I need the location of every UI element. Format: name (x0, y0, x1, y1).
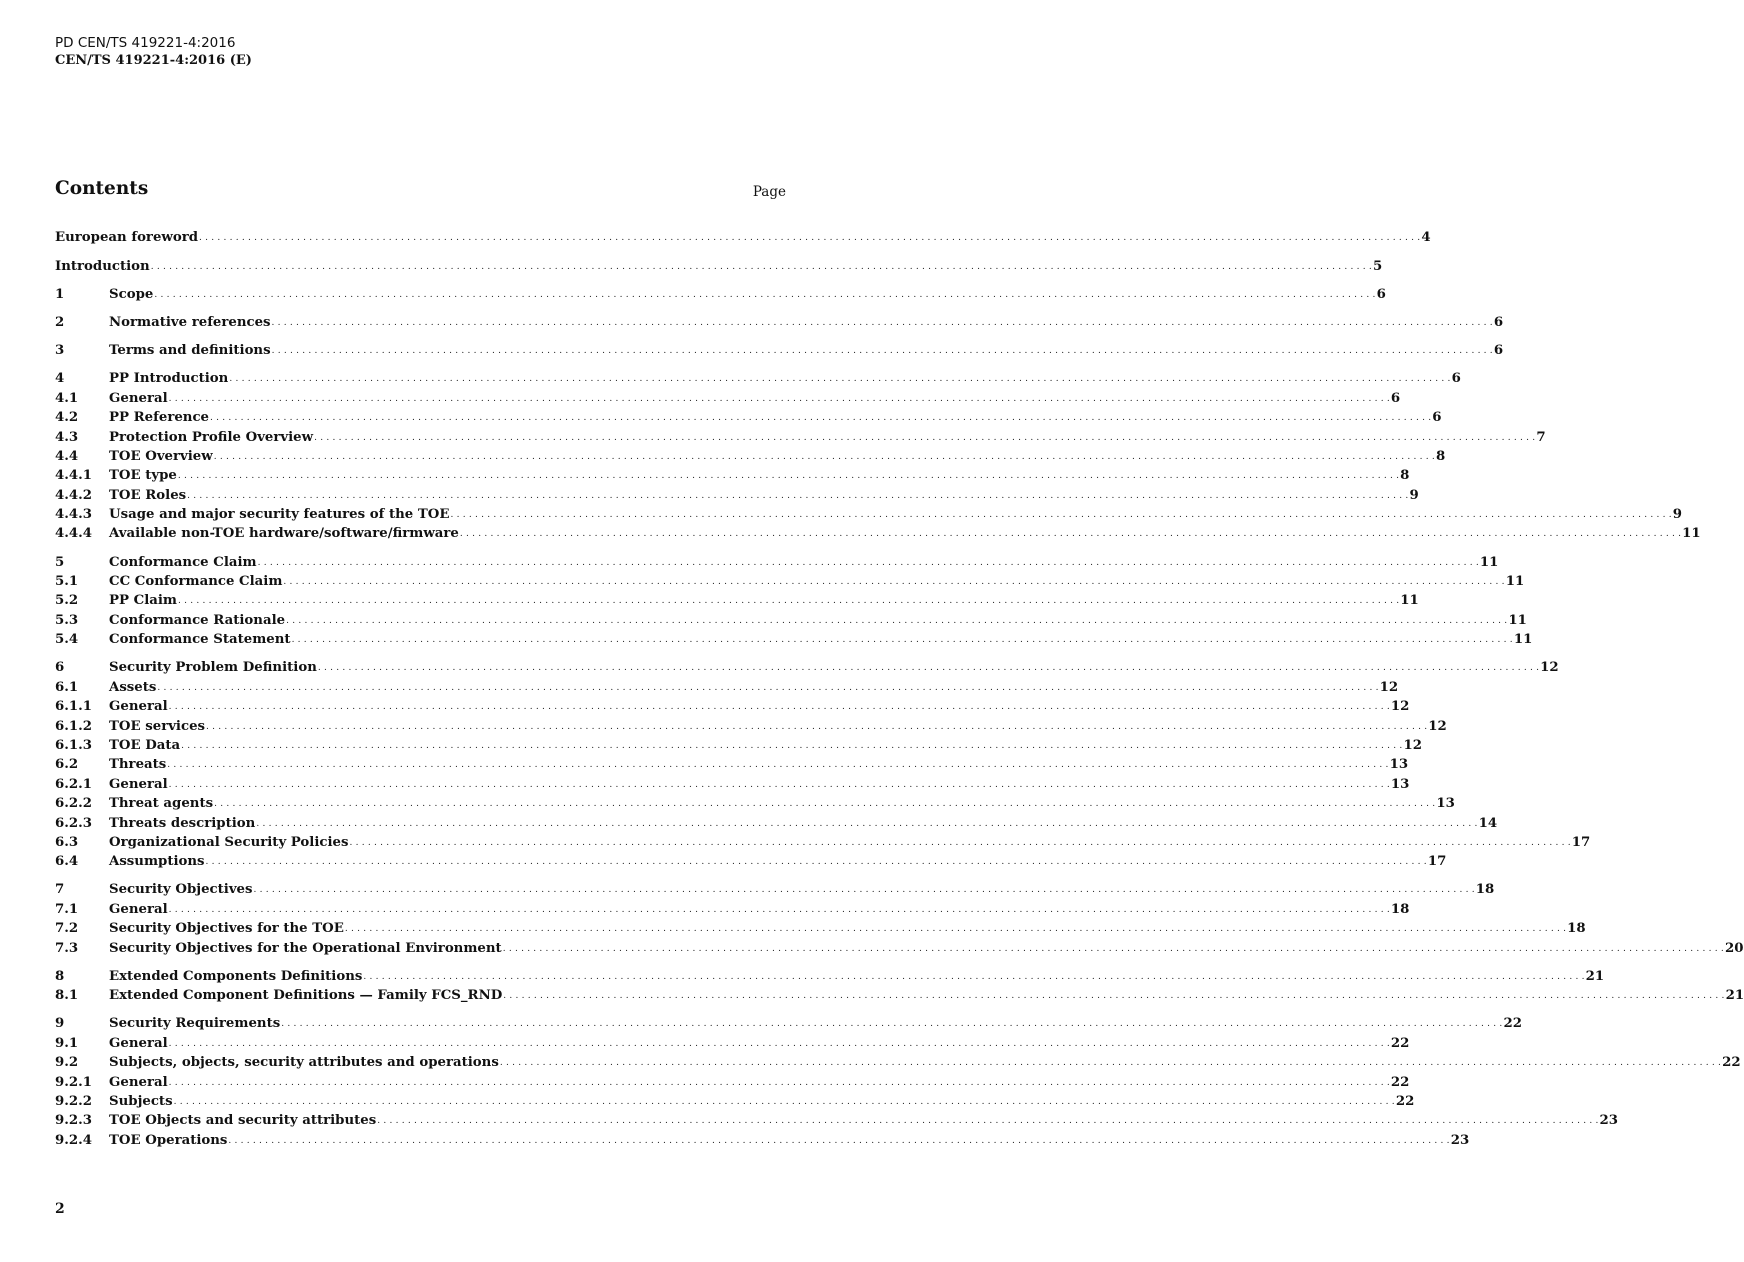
toc-entry[interactable] (55, 1031, 1410, 1051)
toc-dot-leader: . . . . . . . . . . . . . . . . . . . . . . . . . . . . . . . . . . . . . . . . . . . . . . . . . . . . . . . . . . . . . . . . . . . . . . . . . . . . . . . . . . . . . . . . . . . . . . . . . . . . . . . . . . . . . . . . . . . . . . . . . . . . . . . . . . . . . . . . . . . . . . . . . . . . . . . . . . . . . . . . . . . . . . . . . . . . . . . . . . . . . . . . . . . . . . . . . . . . . . . . (168, 702, 1390, 713)
toc-entry-number: 4.4 (55, 448, 79, 464)
toc-entry-label: Protection Profile Overview (109, 429, 314, 445)
toc-dot-leader: . . . . . . . . . . . . . . . . . . . . . . . . . . . . . . . . . . . . . . . . . . . . . . . . . . . . . . . . . . . . . . . . . . . . . . . . . . . . . . . . . . . . . . . . . . . . . . . . . . . . . . . . . . . . . . . . . . . . . . . . . . . . . . . . . . . . . . . . . . . . . . . . . . . . . . . . . . . . . . . . . . . . . . . . . . . . . . . . . . . . . . . . . . . . . . . . . . . . . . . . (257, 557, 1479, 568)
toc-dot-leader: . . . . . . . . . . . . . . . . . . . . . . . . . . . . . . . . . . . . . . . . . . . . . . . . . . . . . . . . . . . . . . . . . . . . . . . . . . . . . . . . . . . . . . . . . . . . . . . . . . . . . . . . . . . . . . . . . . . . . . . . . . . . . . . . . . . . . . . . . . . . . . . . . . . . . . . . . . . . . . . . . . . . . . . . . . . . . . . . . . . . . . . . . . . . . . . . . . . . . . . . (317, 663, 1540, 674)
toc-entry-label: Terms and definitions (109, 343, 271, 359)
toc-entry-label: General (109, 699, 168, 715)
table-of-contents (55, 226, 1744, 1148)
toc-dot-leader: . . . . . . . . . . . . . . . . . . . . . . . . . . . . . . . . . . . . . . . . . . . . . . . . . . . . . . . . . . . . . . . . . . . . . . . . . . . . . . . . . . . . . . . . . . . . . . . . . . . . . . . . . . . . . . . . . . . . . . . . . . . . . . . . . . . . . . . . . . . . . . . . . . . . . . . . . . . . . . . . . . . . . . . . . . . . . . . . . . . . . . . . . . . . . . . . . . . . . . . . (178, 596, 1400, 607)
toc-entry[interactable] (55, 406, 1442, 426)
toc-entry[interactable] (55, 753, 1409, 773)
toc-entry-label: Conformance Statement (109, 632, 291, 648)
toc-entry-number: 7 (55, 882, 65, 898)
toc-dot-leader: . . . . . . . . . . . . . . . . . . . . . . . . . . . . . . . . . . . . . . . . . . . . . . . . . . . . . . . . . . . . . . . . . . . . . . . . . . . . . . . . . . . . . . . . . . . . . . . . . . . . . . . . . . . . . . . . . . . . . . . . . . . . . . . . . . . . . . . . . . . . . . . . . . . . . . . . . . . . . . . . . . . . . . . . . . . . . . . . . . . . . . . . . . . . . . . . . . . . . . . . (363, 971, 1585, 982)
toc-entry-page: 12 (1403, 737, 1422, 753)
toc-dot-leader: . . . . . . . . . . . . . . . . . . . . . . . . . . . . . . . . . . . . . . . . . . . . . . . . . . . . . . . . . . . . . . . . . . . . . . . . . . . . . . . . . . . . . . . . . . . . . . . . . . . . . . . . . . . . . . . . . . . . . . . . . . . . . . . . . . . . . . . . . . . . . . . . . . . . . . . . . . . . . . . . . . . . . . . . . . . . . . . . . . . . . . . . . . . . . . . . . . . . . . . . (168, 1038, 1390, 1049)
toc-entry-page: 12 (1390, 699, 1410, 715)
toc-entry-number: 4.3 (55, 429, 79, 445)
toc-entry-number: 5.2 (55, 593, 79, 609)
toc-dot-leader: . . . . . . . . . . . . . . . . . . . . . . . . . . . . . . . . . . . . . . . . . . . . . . . . . . . . . . . . . . . . . . . . . . . . . . . . . . . . . . . . . . . . . . . . . . . . . . . . . . . . . . . . . . . . . . . . . . . . . . . . . . . . . . . . . . . . . . . . . . . . . . . . . . . . . . . . . . . . . . . . . . . . . . . . . . . . . . . . . . . . . . . . . . . . . . . . . . . . . . . . (199, 233, 1421, 244)
toc-entry-number: 6.2.3 (55, 815, 93, 831)
toc-dot-leader: . . . . . . . . . . . . . . . . . . . . . . . . . . . . . . . . . . . . . . . . . . . . . . . . . . . . . . . . . . . . . . . . . . . . . . . . . . . . . . . . . . . . . . . . . . . . . . . . . . . . . . . . . . . . . . . . . . . . . . . . . . . . . . . . . . . . . . . . . . . . . . . . . . . . . . . . . . . . . . . . . . . . . . . . . . . . . . . . . . . . . . . . . . . . . . . . . . . . . . . . (173, 1096, 1395, 1107)
toc-entry-page: 14 (1478, 815, 1498, 831)
toc-entry-label: Assets (109, 679, 157, 695)
toc-entry[interactable] (55, 897, 1410, 917)
toc-dot-leader: . . . . . . . . . . . . . . . . . . . . . . . . . . . . . . . . . . . . . . . . . . . . . . . . . . . . . . . . . . . . . . . . . . . . . . . . . . . . . . . . . . . . . . . . . . . . . . . . . . . . . . . . . . . . . . . . . . . . . . . . . . . . . . . . . . . . . . . . . . . . . . . . . . . . . . . . . . . . . . . . . . . . . . . . . . . . . . . . . . . . . . . . . . . . . . . . . . . . . . . . (229, 374, 1451, 385)
toc-entry[interactable] (55, 386, 1401, 406)
toc-entry-number: 1 (55, 286, 65, 302)
toc-entry[interactable] (55, 714, 1447, 734)
toc-entry[interactable] (55, 695, 1410, 715)
toc-entry[interactable] (55, 917, 1586, 937)
toc-entry-page: 18 (1567, 921, 1586, 937)
toc-entry-number: 4.4.2 (55, 487, 93, 503)
toc-entry-page: 17 (1427, 854, 1447, 870)
toc-entry-label: TOE Roles (109, 487, 187, 503)
toc-entry-number: 6.1.1 (55, 699, 93, 715)
toc-entry-label: Normative references (109, 314, 271, 330)
toc-entry[interactable] (55, 464, 1410, 484)
toc-entry-label: Subjects (109, 1093, 173, 1109)
toc-entry-number: 2 (55, 314, 65, 330)
toc-entry-number: 9.2.1 (55, 1074, 93, 1090)
toc-entry-page: 6 (1432, 410, 1442, 426)
toc-entry[interactable] (55, 628, 1533, 648)
toc-entry-number: 6.2 (55, 757, 79, 773)
page-column-label: Page (752, 184, 786, 200)
toc-dot-leader: . . . . . . . . . . . . . . . . . . . . . . . . . . . . . . . . . . . . . . . . . . . . . . . . . . . . . . . . . . . . . . . . . . . . . . . . . . . . . . . . . . . . . . . . . . . . . . . . . . . . . . . . . . . . . . . . . . . . . . . . . . . . . . . . . . . . . . . . . . . . . . . . . . . . . . . . . . . . . . . . . . . . . . . . . . . . . . . . . . . . . . . . . . . . . . . . . . . . . . . . (157, 682, 1379, 693)
toc-entry-number: 6.1.3 (55, 737, 93, 753)
toc-dot-leader: . . . . . . . . . . . . . . . . . . . . . . . . . . . . . . . . . . . . . . . . . . . . . . . . . . . . . . . . . . . . . . . . . . . . . . . . . . . . . . . . . . . . . . . . . . . . . . . . . . . . . . . . . . . . . . . . . . . . . . . . . . . . . . . . . . . . . . . . . . . . . . . . . . . . . . . . . . . . . . . . . . . . . . . . . . . . . . . . . . . . . . . . . . . . . . . . . . . . . . . . (213, 451, 1435, 462)
toc-dot-leader: . . . . . . . . . . . . . . . . . . . . . . . . . . . . . . . . . . . . . . . . . . . . . . . . . . . . . . . . . . . . . . . . . . . . . . . . . . . . . . . . . . . . . . . . . . . . . . . . . . . . . . . . . . . . . . . . . . . . . . . . . . . . . . . . . . . . . . . . . . . . . . . . . . . . . . . . . . . . . . . . . . . . . . . . . . . . . . . . . . . . . . . . . . . . . . . . . . . . . . . . (168, 779, 1390, 790)
toc-entry-label: Subjects, objects, security attributes and operations (109, 1055, 499, 1071)
toc-entry-page: 12 (1428, 718, 1447, 734)
toc-entry-label: European foreword (55, 230, 199, 246)
toc-dot-leader: . . . . . . . . . . . . . . . . . . . . . . . . . . . . . . . . . . . . . . . . . . . . . . . . . . . . . . . . . . . . . . . . . . . . . . . . . . . . . . . . . . . . . . . . . . . . . . . . . . . . . . . . . . . . . . . . . . . . . . . . . . . . . . . . . . . . . . . . . . . . . . . . . . . . . . . . . . . . . . . . . . . . . . . . . . . . . . . . . . . . . . . . . . . . . . . . . . . . . . . . (283, 577, 1505, 588)
toc-entry-page: 8 (1435, 448, 1446, 464)
toc-entry-page: 13 (1436, 796, 1455, 812)
toc-entry-page: 22 (1395, 1093, 1415, 1109)
toc-entry-number: 6 (55, 660, 65, 676)
toc-dot-leader: . . . . . . . . . . . . . . . . . . . . . . . . . . . . . . . . . . . . . . . . . . . . . . . . . . . . . . . . . . . . . . . . . . . . . . . . . . . . . . . . . . . . . . . . . . . . . . . . . . . . . . . . . . . . . . . . . . . . . . . . . . . . . . . . . . . . . . . . . . . . . . . . . . . . . . . . . . . . . . . . . . . . . . . . . . . . . . . . . . . . . . . . . . . . . . . . . . . . . . . . (291, 635, 1513, 646)
toc-entry-page: 11 (1682, 526, 1701, 542)
toc-entry[interactable] (55, 1051, 1741, 1071)
toc-entry-label: Security Objectives for the Operational Environment (109, 940, 502, 956)
toc-dot-leader: . . . . . . . . . . . . . . . . . . . . . . . . . . . . . . . . . . . . . . . . . . . . . . . . . . . . . . . . . . . . . . . . . . . . . . . . . . . . . . . . . . . . . . . . . . . . . . . . . . . . . . . . . . . . . . . . . . . . . . . . . . . . . . . . . . . . . . . . . . . . . . . . . . . . . . . . . . . . . . . . . . . . . . . . . . . . . . . . . . . . . . . . . . . . . . . . . . . . . . . . (150, 261, 1372, 272)
toc-dot-leader: . . . . . . . . . . . . . . . . . . . . . . . . . . . . . . . . . . . . . . . . . . . . . . . . . . . . . . . . . . . . . . . . . . . . . . . . . . . . . . . . . . . . . . . . . . . . . . . . . . . . . . . . . . . . . . . . . . . . . . . . . . . . . . . . . . . . . . . . . . . . . . . . . . . . . . . . . . . . . . . . . . . . . . . . . . . . . . . . . . . . . . . . . . . . . . . . . . . . . . . . (228, 1135, 1450, 1146)
toc-entry-number: 6.3 (55, 834, 79, 850)
toc-entry-label: Extended Components Definitions (109, 968, 363, 984)
toc-entry[interactable] (55, 339, 1504, 359)
toc-entry-label: PP Introduction (109, 371, 229, 387)
toc-entry[interactable] (55, 1012, 1522, 1032)
toc-entry-label: Extended Component Definitions — Family FCS_RND (109, 988, 503, 1004)
toc-entry-page: 6 (1376, 286, 1386, 302)
toc-entry-label: Threats description (109, 815, 256, 831)
toc-dot-leader: . . . . . . . . . . . . . . . . . . . . . . . . . . . . . . . . . . . . . . . . . . . . . . . . . . . . . . . . . . . . . . . . . . . . . . . . . . . . . . . . . . . . . . . . . . . . . . . . . . . . . . . . . . . . . . . . . . . . . . . . . . . . . . . . . . . . . . . . . . . . . . . . . . . . . . . . . . . . . . . . . . . . . . . . . . . . . . . . . . . . . . . . . . . . . . . . . . . . . . . . (187, 490, 1409, 501)
toc-dot-leader: . . . . . . . . . . . . . . . . . . . . . . . . . . . . . . . . . . . . . . . . . . . . . . . . . . . . . . . . . . . . . . . . . . . . . . . . . . . . . . . . . . . . . . . . . . . . . . . . . . . . . . . . . . . . . . . . . . . . . . . . . . . . . . . . . . . . . . . . . . . . . . . . . . . . . . . . . . . . . . . . . . . . . . . . . . . . . . . . . . . . . . . . . . . . . . . . . . . . . . . . (253, 885, 1475, 896)
toc-entry[interactable] (55, 964, 1605, 984)
toc-entry-number: 4.2 (55, 410, 79, 426)
toc-entry-number: 6.2.1 (55, 776, 93, 792)
toc-entry[interactable] (55, 811, 1498, 831)
toc-entry-number: 6.1 (55, 679, 79, 695)
toc-dot-leader: . . . . . . . . . . . . . . . . . . . . . . . . . . . . . . . . . . . . . . . . . . . . . . . . . . . . . . . . . . . . . . . . . . . . . . . . . . . . . . . . . . . . . . . . . . . . . . . . . . . . . . . . . . . . . . . . . . . . . . . . . . . . . . . . . . . . . . . . . . . . . . . . . . . . . . . . . . . . . . . . . . . . . . . . . . . . . . . . . . . . . . . . . . . . . . . . . . . . . . . . (459, 529, 1682, 540)
toc-entry[interactable] (55, 792, 1455, 812)
toc-entry-page: 22 (1390, 1074, 1410, 1090)
toc-entry[interactable] (55, 656, 1559, 676)
toc-entry-page: 11 (1508, 612, 1527, 628)
toc-entry[interactable] (55, 367, 1461, 387)
toc-entry-page: 13 (1390, 776, 1410, 792)
toc-entry-label: Available non-TOE hardware/software/firmware (109, 526, 459, 542)
toc-entry-label: TOE Operations (109, 1132, 228, 1148)
toc-dot-leader: . . . . . . . . . . . . . . . . . . . . . . . . . . . . . . . . . . . . . . . . . . . . . . . . . . . . . . . . . . . . . . . . . . . . . . . . . . . . . . . . . . . . . . . . . . . . . . . . . . . . . . . . . . . . . . . . . . . . . . . . . . . . . . . . . . . . . . . . . . . . . . . . . . . . . . . . . . . . . . . . . . . . . . . . . . . . . . . . . . . . . . . . . . . . . . . . . . . . . . . . (214, 799, 1436, 810)
toc-entry-page: 21 (1585, 968, 1605, 984)
toc-entry-page: 18 (1390, 901, 1410, 917)
toc-entry-label: Threat agents (109, 796, 214, 812)
toc-entry[interactable] (55, 850, 1447, 870)
toc-entry-page: 17 (1571, 834, 1591, 850)
toc-entry-number: 8.1 (55, 988, 79, 1004)
toc-entry-page: 22 (1503, 1016, 1522, 1032)
toc-entry[interactable] (55, 1128, 1470, 1148)
toc-dot-leader: . . . . . . . . . . . . . . . . . . . . . . . . . . . . . . . . . . . . . . . . . . . . . . . . . . . . . . . . . . . . . . . . . . . . . . . . . . . . . . . . . . . . . . . . . . . . . . . . . . . . . . . . . . . . . . . . . . . . . . . . . . . . . . . . . . . . . . . . . . . . . . . . . . . . . . . . . . . . . . . . . . . . . . . . . . . . . . . . . . . . . . . . . . . . . . . . . . . . . . . . (205, 857, 1427, 868)
toc-entry-page: 11 (1513, 632, 1533, 648)
toc-entry-page: 20 (1724, 940, 1744, 956)
toc-entry-number: 7.2 (55, 921, 79, 937)
header-line-2: CEN/TS 419221-4:2016 (E) (55, 53, 252, 68)
toc-entry-number: 5 (55, 554, 65, 570)
toc-dot-leader: . . . . . . . . . . . . . . . . . . . . . . . . . . . . . . . . . . . . . . . . . . . . . . . . . . . . . . . . . . . . . . . . . . . . . . . . . . . . . . . . . . . . . . . . . . . . . . . . . . . . . . . . . . . . . . . . . . . . . . . . . . . . . . . . . . . . . . . . . . . . . . . . . . . . . . . . . . . . . . . . . . . . . . . . . . . . . . . . . . . . . . . . . . . . . . . . . . . . . . . . (377, 1116, 1599, 1127)
toc-entry[interactable] (55, 1109, 1619, 1129)
toc-dot-leader: . . . . . . . . . . . . . . . . . . . . . . . . . . . . . . . . . . . . . . . . . . . . . . . . . . . . . . . . . . . . . . . . . . . . . . . . . . . . . . . . . . . . . . . . . . . . . . . . . . . . . . . . . . . . . . . . . . . . . . . . . . . . . . . . . . . . . . . . . . . . . . . . . . . . . . . . . . . . . . . . . . . . . . . . . . . . . . . . . . . . . . . . . . . . . . . . . . . . . . . . (256, 818, 1478, 829)
toc-entry-label: Conformance Claim (109, 554, 257, 570)
toc-entry-number: 9.2.2 (55, 1093, 93, 1109)
toc-entry-page: 8 (1400, 468, 1410, 484)
toc-entry-label: General (109, 1074, 168, 1090)
toc-entry-page: 6 (1493, 343, 1504, 359)
toc-entry-page: 7 (1536, 429, 1546, 445)
toc-entry[interactable] (55, 831, 1591, 850)
toc-entry-page: 6 (1451, 371, 1461, 387)
toc-dot-leader: . . . . . . . . . . . . . . . . . . . . . . . . . . . . . . . . . . . . . . . . . . . . . . . . . . . . . . . . . . . . . . . . . . . . . . . . . . . . . . . . . . . . . . . . . . . . . . . . . . . . . . . . . . . . . . . . . . . . . . . . . . . . . . . . . . . . . . . . . . . . . . . . . . . . . . . . . . . . . . . . . . . . . . . . . . . . . . . . . . . . . . . . . . . . . . . . . . . . . . . . (154, 289, 1376, 300)
toc-entry[interactable] (55, 1090, 1415, 1109)
toc-entry[interactable] (55, 445, 1446, 464)
toc-entry[interactable] (55, 734, 1422, 753)
toc-entry-label: PP Reference (109, 410, 210, 426)
toc-entry-number: 8 (55, 968, 65, 984)
toc-entry-number: 6.1.2 (55, 718, 93, 734)
toc-dot-leader: . . . . . . . . . . . . . . . . . . . . . . . . . . . . . . . . . . . . . . . . . . . . . . . . . . . . . . . . . . . . . . . . . . . . . . . . . . . . . . . . . . . . . . . . . . . . . . . . . . . . . . . . . . . . . . . . . . . . . . . . . . . . . . . . . . . . . . . . . . . . . . . . . . . . . . . . . . . . . . . . . . . . . . . . . . . . . . . . . . . . . . . . . . . . . . . . . . . . . . . . (271, 317, 1493, 328)
toc-entry-label: Scope (109, 286, 154, 302)
toc-dot-leader: . . . . . . . . . . . . . . . . . . . . . . . . . . . . . . . . . . . . . . . . . . . . . . . . . . . . . . . . . . . . . . . . . . . . . . . . . . . . . . . . . . . . . . . . . . . . . . . . . . . . . . . . . . . . . . . . . . . . . . . . . . . . . . . . . . . . . . . . . . . . . . . . . . . . . . . . . . . . . . . . . . . . . . . . . . . . . . . . . . . . . . . . . . . . . . . . . . . . . . . . (210, 413, 1432, 424)
toc-entry-page: 22 (1390, 1035, 1410, 1051)
toc-entry-number: 9.2 (55, 1055, 79, 1071)
toc-entry-page: 12 (1540, 660, 1559, 676)
toc-entry-page: 23 (1450, 1132, 1470, 1148)
toc-entry-number: 3 (55, 343, 65, 359)
toc-dot-leader: . . . . . . . . . . . . . . . . . . . . . . . . . . . . . . . . . . . . . . . . . . . . . . . . . . . . . . . . . . . . . . . . . . . . . . . . . . . . . . . . . . . . . . . . . . . . . . . . . . . . . . . . . . . . . . . . . . . . . . . . . . . . . . . . . . . . . . . . . . . . . . . . . . . . . . . . . . . . . . . . . . . . . . . . . . . . . . . . . . . . . . . . . . . . . . . . . . . . . . . . (168, 393, 1390, 404)
toc-entry-number: 6.4 (55, 854, 79, 870)
toc-dot-leader: . . . . . . . . . . . . . . . . . . . . . . . . . . . . . . . . . . . . . . . . . . . . . . . . . . . . . . . . . . . . . . . . . . . . . . . . . . . . . . . . . . . . . . . . . . . . . . . . . . . . . . . . . . . . . . . . . . . . . . . . . . . . . . . . . . . . . . . . . . . . . . . . . . . . . . . . . . . . . . . . . . . . . . . . . . . . . . . . . . . . . . . . . . . . . . . . . . . . . . . . (168, 1077, 1390, 1088)
toc-entry[interactable] (55, 522, 1701, 542)
toc-dot-leader: . . . . . . . . . . . . . . . . . . . . . . . . . . . . . . . . . . . . . . . . . . . . . . . . . . . . . . . . . . . . . . . . . . . . . . . . . . . . . . . . . . . . . . . . . . . . . . . . . . . . . . . . . . . . . . . . . . . . . . . . . . . . . . . . . . . . . . . . . . . . . . . . . . . . . . . . . . . . . . . . . . . . . . . . . . . . . . . . . . . . . . . . . . . . . . . . . . . . . . . . (344, 924, 1567, 935)
toc-entry[interactable] (55, 550, 1499, 570)
toc-entry-label: General (109, 1035, 168, 1051)
toc-entry-label: General (109, 390, 168, 406)
toc-dot-leader: . . . . . . . . . . . . . . . . . . . . . . . . . . . . . . . . . . . . . . . . . . . . . . . . . . . . . . . . . . . . . . . . . . . . . . . . . . . . . . . . . . . . . . . . . . . . . . . . . . . . . . . . . . . . . . . . . . . . . . . . . . . . . . . . . . . . . . . . . . . . . . . . . . . . . . . . . . . . . . . . . . . . . . . . . . . . . . . . . . . . . . . . . . . . . . . . . . . . . . . . (281, 1019, 1503, 1030)
toc-dot-leader: . . . . . . . . . . . . . . . . . . . . . . . . . . . . . . . . . . . . . . . . . . . . . . . . . . . . . . . . . . . . . . . . . . . . . . . . . . . . . . . . . . . . . . . . . . . . . . . . . . . . . . . . . . . . . . . . . . . . . . . . . . . . . . . . . . . . . . . . . . . . . . . . . . . . . . . . . . . . . . . . . . . . . . . . . . . . . . . . . . . . . . . . . . . . . . . . . . . . . . . . (503, 991, 1725, 1002)
toc-entry-label: TOE type (109, 468, 177, 484)
toc-entry-label: General (109, 776, 168, 792)
toc-entry[interactable] (55, 984, 1744, 1004)
toc-entry-label: TOE Overview (109, 448, 213, 464)
toc-entry-label: Threats (109, 757, 167, 773)
toc-entry-label: TOE services (109, 718, 206, 734)
toc-entry-label: Introduction (55, 258, 150, 274)
toc-entry-number: 9.2.3 (55, 1113, 93, 1129)
toc-entry-number: 5.3 (55, 612, 79, 628)
toc-entry-number: 9.1 (55, 1035, 79, 1051)
toc-entry-label: Usage and major security features of the TOE (109, 507, 450, 523)
toc-entry-page: 5 (1372, 258, 1383, 274)
toc-dot-leader: . . . . . . . . . . . . . . . . . . . . . . . . . . . . . . . . . . . . . . . . . . . . . . . . . . . . . . . . . . . . . . . . . . . . . . . . . . . . . . . . . . . . . . . . . . . . . . . . . . . . . . . . . . . . . . . . . . . . . . . . . . . . . . . . . . . . . . . . . . . . . . . . . . . . . . . . . . . . . . . . . . . . . . . . . . . . . . . . . . . . . . . . . . . . . . . . . . . . . . . . (206, 721, 1428, 732)
toc-dot-leader: . . . . . . . . . . . . . . . . . . . . . . . . . . . . . . . . . . . . . . . . . . . . . . . . . . . . . . . . . . . . . . . . . . . . . . . . . . . . . . . . . . . . . . . . . . . . . . . . . . . . . . . . . . . . . . . . . . . . . . . . . . . . . . . . . . . . . . . . . . . . . . . . . . . . . . . . . . . . . . . . . . . . . . . . . . . . . . . . . . . . . . . . . . . . . . . . . . . . . . . . (271, 346, 1493, 357)
document-header (55, 34, 252, 70)
toc-entry[interactable] (55, 608, 1527, 628)
toc-entry[interactable] (55, 589, 1419, 609)
toc-dot-leader: . . . . . . . . . . . . . . . . . . . . . . . . . . . . . . . . . . . . . . . . . . . . . . . . . . . . . . . . . . . . . . . . . . . . . . . . . . . . . . . . . . . . . . . . . . . . . . . . . . . . . . . . . . . . . . . . . . . . . . . . . . . . . . . . . . . . . . . . . . . . . . . . . . . . . . . . . . . . . . . . . . . . . . . . . . . . . . . . . . . . . . . . . . . . . . . . . . . . . . . . (177, 471, 1400, 482)
page-number: 2 (55, 1201, 65, 1217)
toc-entry-number: 4.4.4 (55, 526, 93, 542)
toc-entry-label: General (109, 901, 168, 917)
toc-entry[interactable] (55, 226, 1431, 246)
toc-dot-leader: . . . . . . . . . . . . . . . . . . . . . . . . . . . . . . . . . . . . . . . . . . . . . . . . . . . . . . . . . . . . . . . . . . . . . . . . . . . . . . . . . . . . . . . . . . . . . . . . . . . . . . . . . . . . . . . . . . . . . . . . . . . . . . . . . . . . . . . . . . . . . . . . . . . . . . . . . . . . . . . . . . . . . . . . . . . . . . . . . . . . . . . . . . . . . . . . . . . . . . . . (499, 1058, 1722, 1069)
toc-entry-label: TOE Objects and security attributes (109, 1113, 377, 1129)
toc-dot-leader: . . . . . . . . . . . . . . . . . . . . . . . . . . . . . . . . . . . . . . . . . . . . . . . . . . . . . . . . . . . . . . . . . . . . . . . . . . . . . . . . . . . . . . . . . . . . . . . . . . . . . . . . . . . . . . . . . . . . . . . . . . . . . . . . . . . . . . . . . . . . . . . . . . . . . . . . . . . . . . . . . . . . . . . . . . . . . . . . . . . . . . . . . . . . . . . . . . . . . . . . (314, 432, 1536, 443)
toc-entry-page: 4 (1421, 230, 1431, 246)
toc-entry-number: 5.4 (55, 632, 79, 648)
toc-entry[interactable] (55, 425, 1546, 445)
toc-dot-leader: . . . . . . . . . . . . . . . . . . . . . . . . . . . . . . . . . . . . . . . . . . . . . . . . . . . . . . . . . . . . . . . . . . . . . . . . . . . . . . . . . . . . . . . . . . . . . . . . . . . . . . . . . . . . . . . . . . . . . . . . . . . . . . . . . . . . . . . . . . . . . . . . . . . . . . . . . . . . . . . . . . . . . . . . . . . . . . . . . . . . . . . . . . . . . . . . . . . . . . . . (167, 760, 1389, 771)
toc-entry-page: 11 (1400, 593, 1419, 609)
toc-entry-label: Security Objectives for the TOE (109, 921, 344, 937)
toc-entry[interactable] (55, 936, 1744, 956)
toc-entry-label: CC Conformance Claim (109, 574, 283, 590)
toc-entry[interactable] (55, 254, 1383, 274)
toc-entry-number: 4.4.3 (55, 507, 93, 523)
toc-dot-leader: . . . . . . . . . . . . . . . . . . . . . . . . . . . . . . . . . . . . . . . . . . . . . . . . . . . . . . . . . . . . . . . . . . . . . . . . . . . . . . . . . . . . . . . . . . . . . . . . . . . . . . . . . . . . . . . . . . . . . . . . . . . . . . . . . . . . . . . . . . . . . . . . . . . . . . . . . . . . . . . . . . . . . . . . . . . . . . . . . . . . . . . . . . . . . . . . . . . . . . . . (450, 510, 1672, 521)
toc-entry[interactable] (55, 1070, 1410, 1090)
toc-dot-leader: . . . . . . . . . . . . . . . . . . . . . . . . . . . . . . . . . . . . . . . . . . . . . . . . . . . . . . . . . . . . . . . . . . . . . . . . . . . . . . . . . . . . . . . . . . . . . . . . . . . . . . . . . . . . . . . . . . . . . . . . . . . . . . . . . . . . . . . . . . . . . . . . . . . . . . . . . . . . . . . . . . . . . . . . . . . . . . . . . . . . . . . . . . . . . . . . . . . . . . . . (286, 615, 1508, 626)
toc-entry[interactable] (55, 772, 1410, 792)
toc-entry-page: 18 (1475, 882, 1495, 898)
toc-entry-page: 9 (1409, 487, 1419, 503)
toc-dot-leader: . . . . . . . . . . . . . . . . . . . . . . . . . . . . . . . . . . . . . . . . . . . . . . . . . . . . . . . . . . . . . . . . . . . . . . . . . . . . . . . . . . . . . . . . . . . . . . . . . . . . . . . . . . . . . . . . . . . . . . . . . . . . . . . . . . . . . . . . . . . . . . . . . . . . . . . . . . . . . . . . . . . . . . . . . . . . . . . . . . . . . . . . . . . . . . . . . . . . . . . . (502, 943, 1724, 954)
toc-entry-number: 4.1 (55, 390, 79, 406)
toc-dot-leader: . . . . . . . . . . . . . . . . . . . . . . . . . . . . . . . . . . . . . . . . . . . . . . . . . . . . . . . . . . . . . . . . . . . . . . . . . . . . . . . . . . . . . . . . . . . . . . . . . . . . . . . . . . . . . . . . . . . . . . . . . . . . . . . . . . . . . . . . . . . . . . . . . . . . . . . . . . . . . . . . . . . . . . . . . . . . . . . . . . . . . . . . . . . . . . . . . . . . . . . . (349, 837, 1571, 848)
toc-entry[interactable] (55, 282, 1386, 302)
toc-entry-page: 22 (1722, 1055, 1741, 1071)
toc-entry[interactable] (55, 878, 1495, 898)
toc-entry-number: 7.3 (55, 940, 79, 956)
toc-entry-page: 13 (1389, 757, 1409, 773)
toc-entry-page: 12 (1379, 679, 1399, 695)
toc-entry-number: 7.1 (55, 901, 79, 917)
toc-entry[interactable] (55, 570, 1525, 590)
toc-entry-number: 4 (55, 371, 65, 387)
toc-entry-page: 11 (1505, 574, 1525, 590)
toc-entry[interactable] (55, 483, 1419, 503)
toc-entry-number: 4.4.1 (55, 468, 93, 484)
contents-title: Contents (55, 178, 149, 199)
toc-entry-label: TOE Data (109, 737, 181, 753)
toc-entry-number: 9 (55, 1016, 65, 1032)
toc-dot-leader: . . . . . . . . . . . . . . . . . . . . . . . . . . . . . . . . . . . . . . . . . . . . . . . . . . . . . . . . . . . . . . . . . . . . . . . . . . . . . . . . . . . . . . . . . . . . . . . . . . . . . . . . . . . . . . . . . . . . . . . . . . . . . . . . . . . . . . . . . . . . . . . . . . . . . . . . . . . . . . . . . . . . . . . . . . . . . . . . . . . . . . . . . . . . . . . . . . . . . . . . (168, 904, 1390, 915)
toc-entry[interactable] (55, 311, 1504, 330)
toc-entry-page: 21 (1725, 988, 1744, 1004)
toc-entry-label: Security Objectives (109, 882, 253, 898)
toc-entry-label: Security Problem Definition (109, 660, 317, 676)
toc-entry-page: 23 (1599, 1113, 1619, 1129)
toc-entry-page: 6 (1390, 390, 1401, 406)
toc-entry-number: 9.2.4 (55, 1132, 93, 1148)
toc-entry-number: 6.2.2 (55, 796, 93, 812)
header-line-1: PD CEN/TS 419221-4:2016 (55, 35, 236, 51)
toc-entry-label: Assumptions (109, 854, 205, 870)
toc-dot-leader: . . . . . . . . . . . . . . . . . . . . . . . . . . . . . . . . . . . . . . . . . . . . . . . . . . . . . . . . . . . . . . . . . . . . . . . . . . . . . . . . . . . . . . . . . . . . . . . . . . . . . . . . . . . . . . . . . . . . . . . . . . . . . . . . . . . . . . . . . . . . . . . . . . . . . . . . . . . . . . . . . . . . . . . . . . . . . . . . . . . . . . . . . . . . . . . . . . . . . . . . (181, 740, 1403, 751)
toc-entry-label: Security Requirements (109, 1016, 281, 1032)
toc-entry-label: Conformance Rationale (109, 612, 286, 628)
toc-entry-page: 11 (1479, 554, 1499, 570)
toc-entry-label: PP Claim (109, 593, 177, 609)
toc-entry-label: Organizational Security Policies (109, 834, 349, 850)
toc-entry[interactable] (55, 503, 1683, 523)
toc-entry-number: 5.1 (55, 574, 79, 590)
toc-entry-page: 9 (1672, 507, 1683, 523)
toc-entry-page: 6 (1493, 314, 1504, 330)
toc-entry[interactable] (55, 675, 1399, 695)
